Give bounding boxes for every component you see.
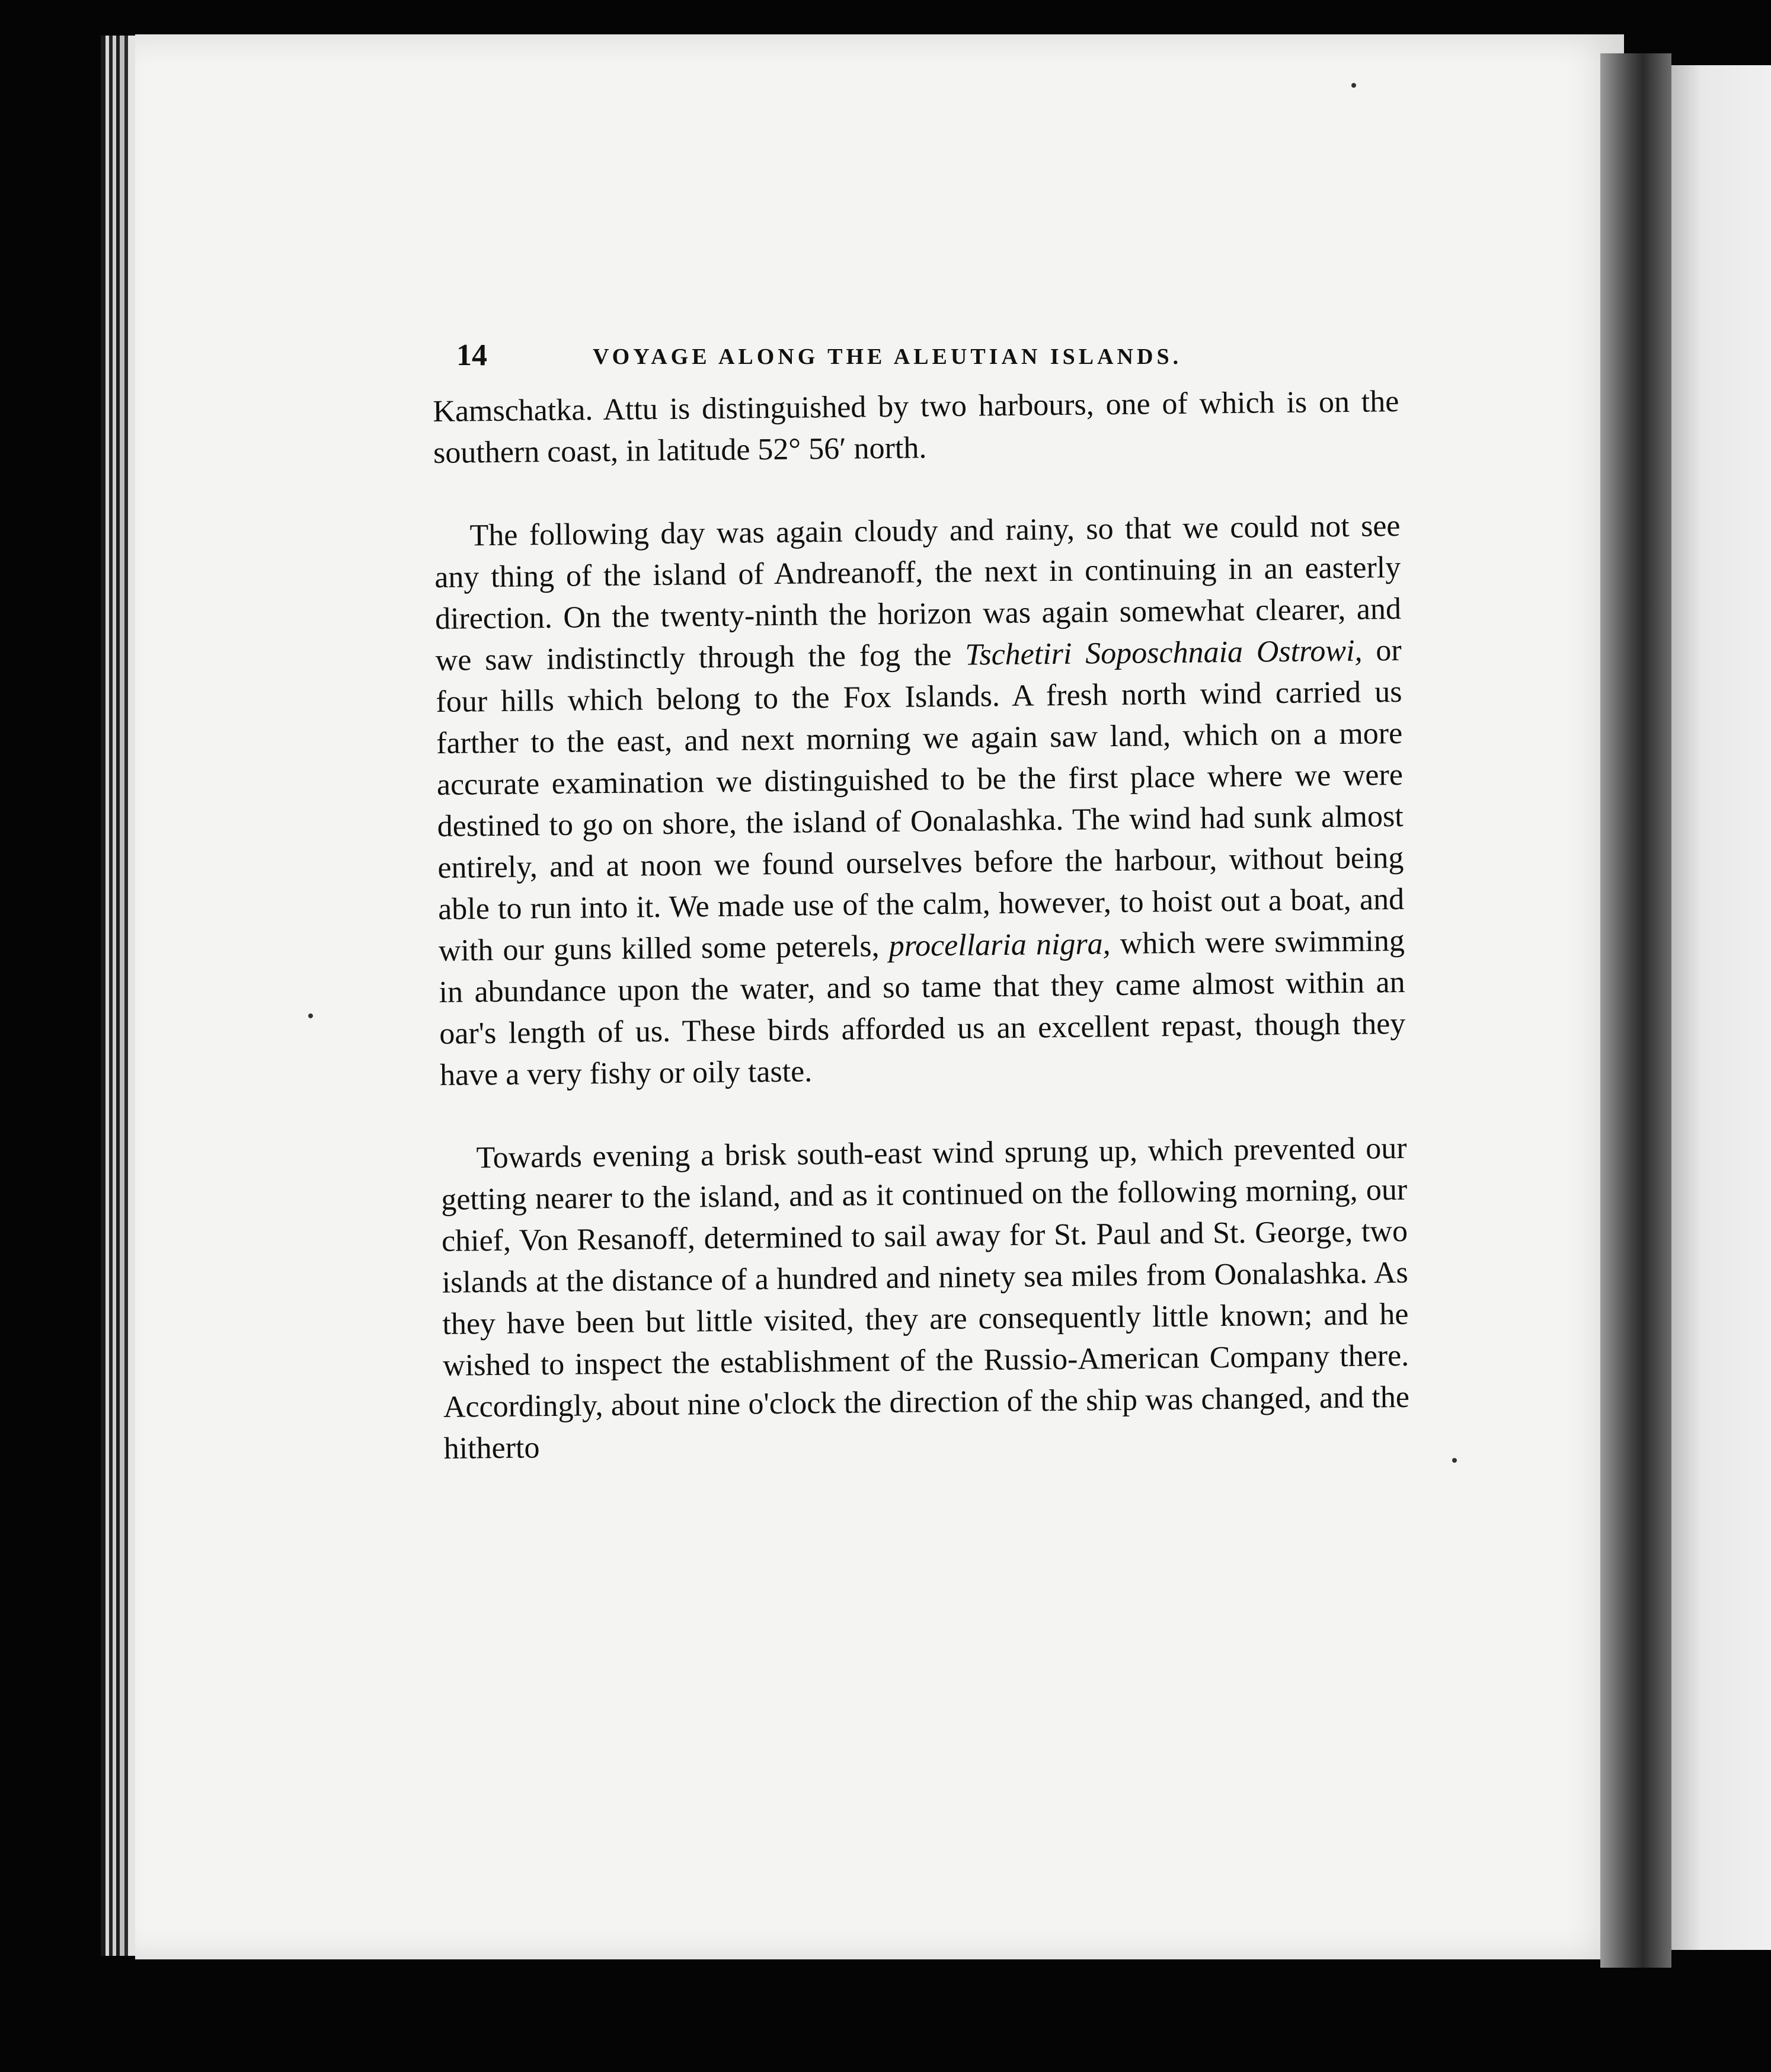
paragraph-2-italic-place-name: Tschetiri Soposchnaia Ostrowi, [964,634,1363,672]
scan-speck [1452,1458,1457,1463]
paragraph-1: Kamschatka. Attu is distinguished by two harbours, one of which is on the southern coast, in latitude 52° 56′ north. [433,384,1399,470]
running-title: VOYAGE ALONG THE ALEUTIAN ISLANDS. [593,344,1182,369]
paragraph-2-text-b: or four hills which belong to the Fox Islands. A fresh north wind carried us farther to the east, and next morning we again saw land, which on a more accurate examination we distinguished to be the first place where we were destined to go on shore, the island of Oonalashka. The wind had sunk almost entirely, and at noon we found ourselves before the harbour, without being able to run into it. We made use of the calm, however, to hoist out a boat, and with our guns killed some peterels, [436,633,1405,968]
body-text [433,381,1411,1511]
paragraph-2-text-a: The following day was again cloudy and rainy, so that we could not see any thing of the island of Andreanoff, the next in continuing in an easterly direction. On the twenty-ninth the horizon was again somewhat clearer, and we saw indistinctly through the fog the [434,509,1402,677]
scan-speck [1351,83,1356,88]
running-head [456,338,1239,379]
page-edge-stack [101,36,136,1956]
page-number: 14 [456,338,487,372]
paragraph-3: Towards evening a brisk south-east wind sprung up, which prevented our getting nearer to the island, and as it continued on the following morning, our chief, Von Resanoff, determined to sail away for St. Paul and St. George, two islands at the distance of a hundred and ninety sea miles from Oonalashka. As they have been but little visited, they are consequently little known; and he wished to inspect the establishment of the Russio-American Company there. Accordingly, about nine o'clock the direction of the ship was changed, and the hitherto [440,1131,1410,1466]
scan-speck [308,1013,313,1018]
facing-page-edge [1671,65,1771,1950]
paragraph-2-text-c: which were swimming in abundance upon the water, and so tame that they came almost within an oar's length of us. These birds afforded us an excellent repast, though they have a very fishy or oily taste. [439,923,1406,1092]
paragraph-2 [434,506,1406,1096]
paragraph-2-italic-species-name: procellaria nigra, [888,927,1111,963]
book-gutter-shadow [1600,53,1671,1968]
